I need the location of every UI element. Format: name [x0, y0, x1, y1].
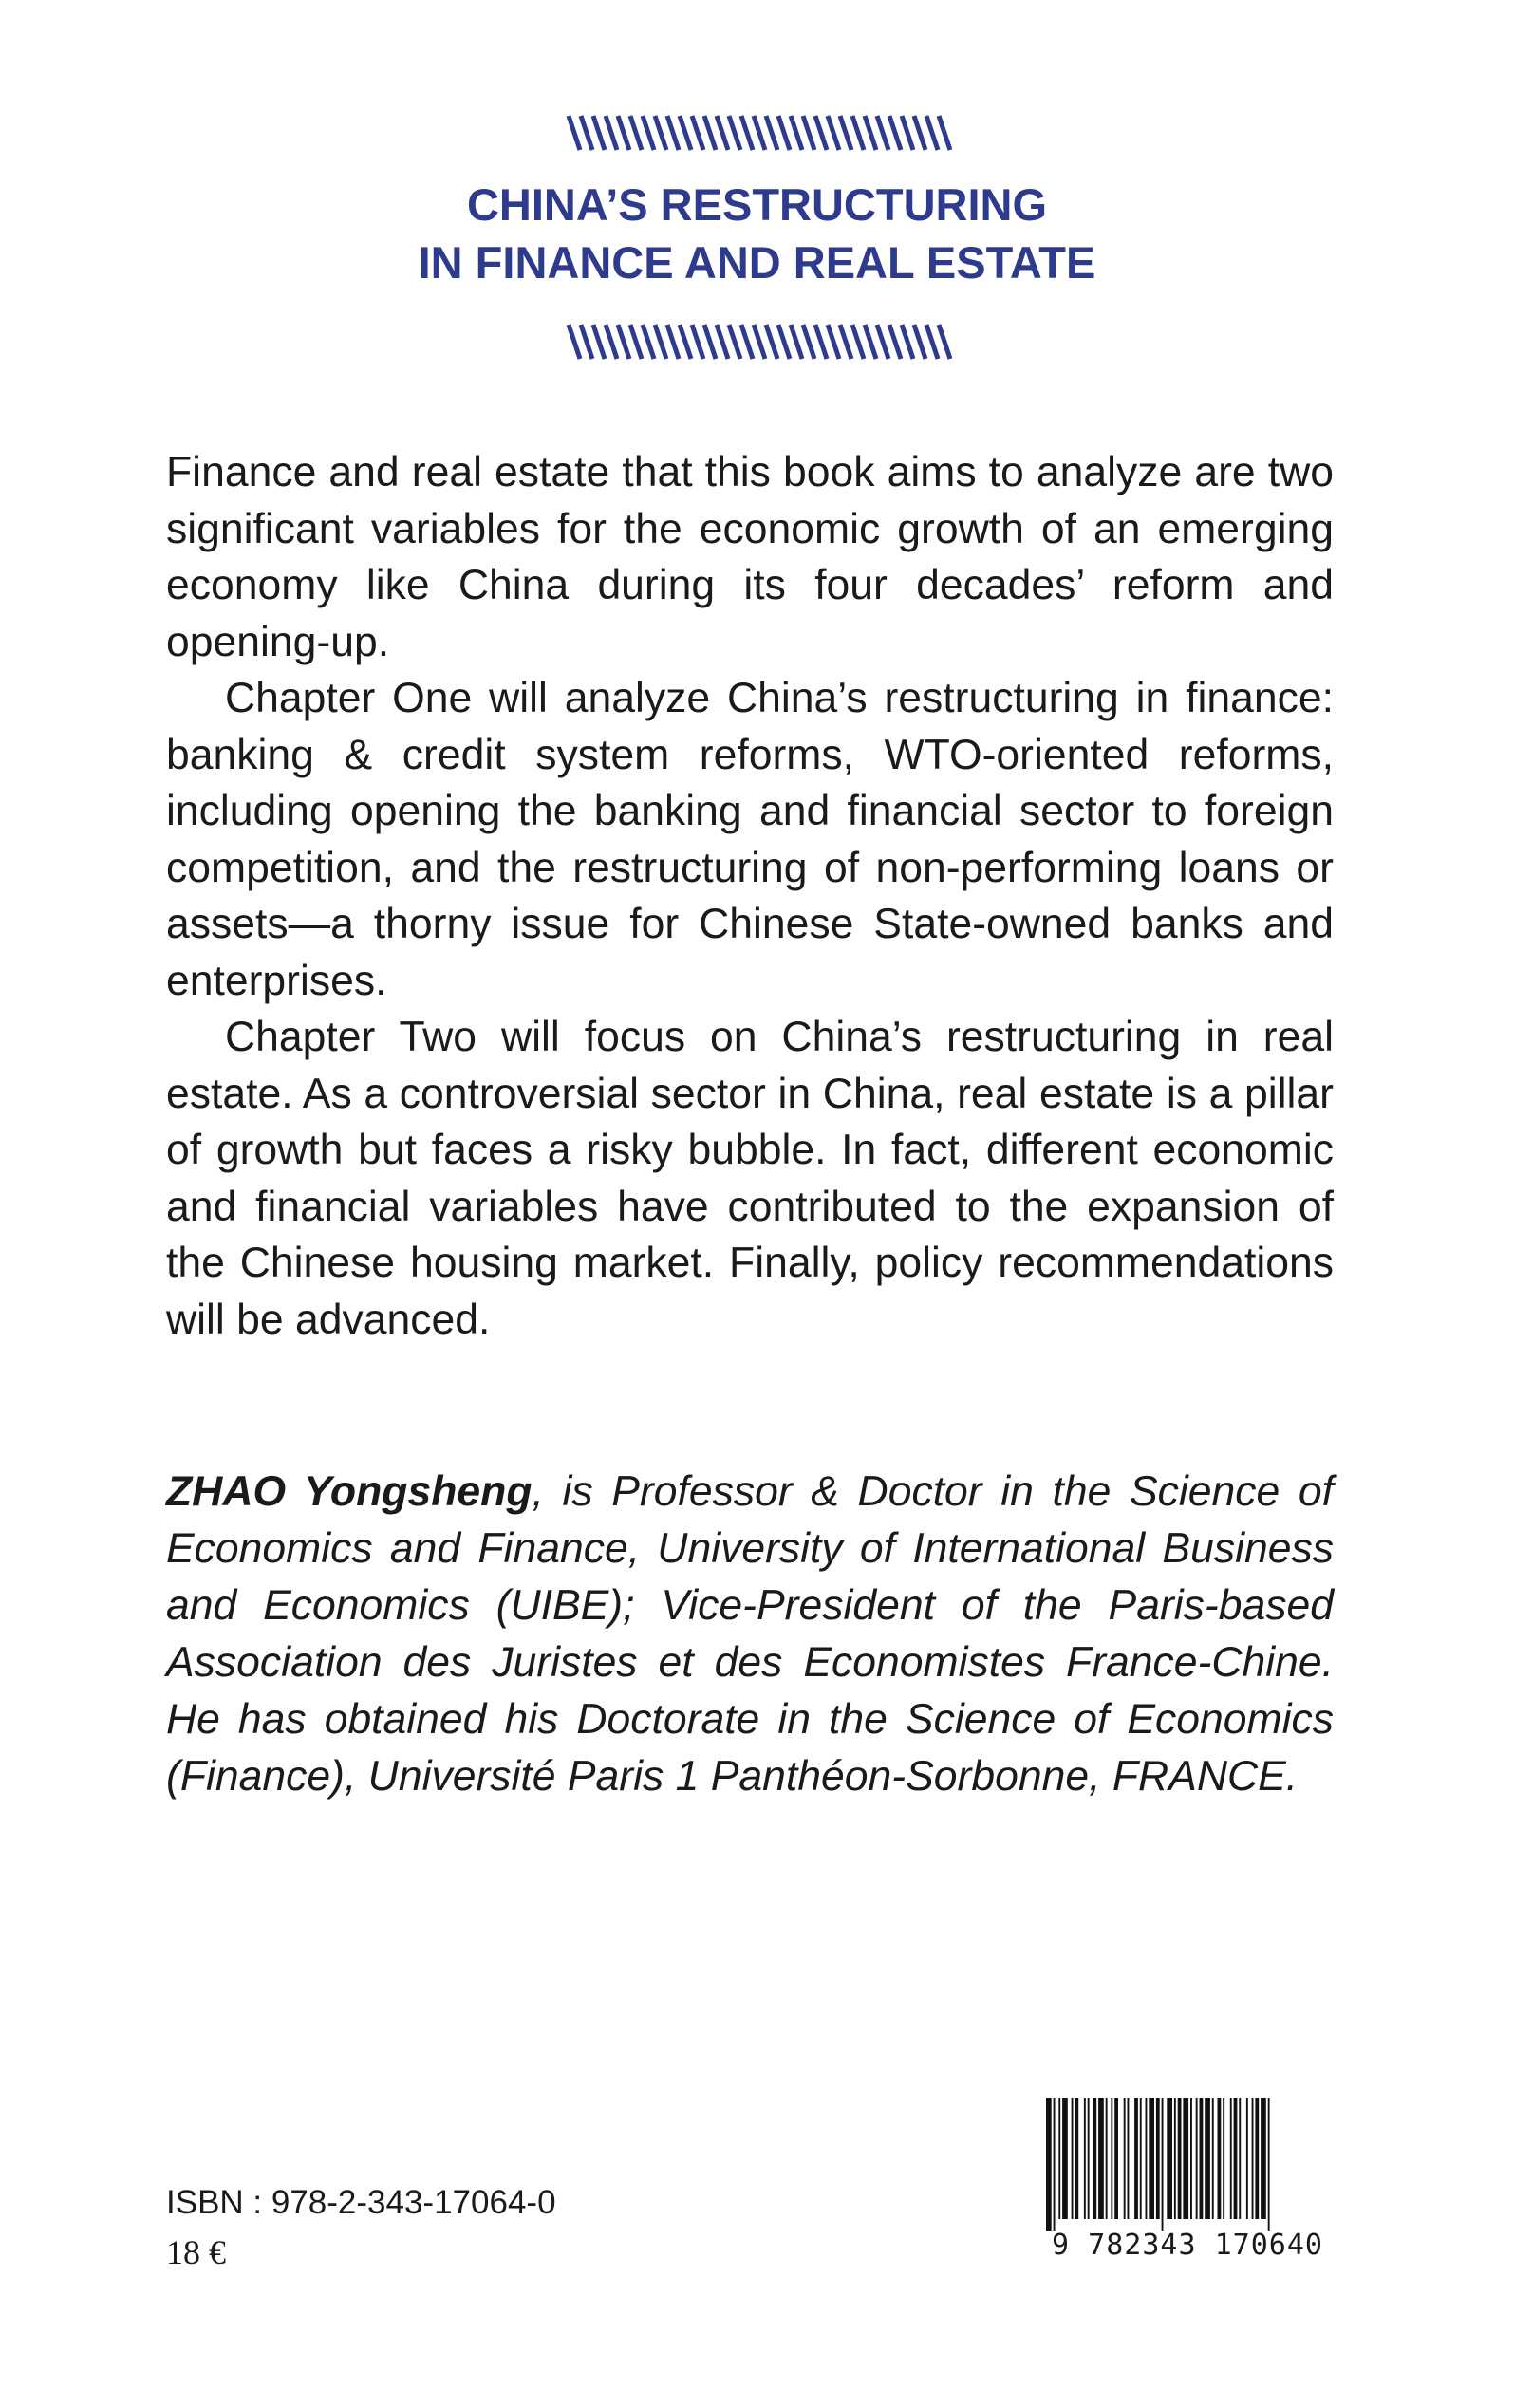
barcode: [1042, 2098, 1333, 2264]
hatch-stroke: [606, 325, 617, 359]
hatch-stroke: [729, 325, 740, 359]
hatch-stroke: [852, 116, 864, 150]
hatch-stroke: [630, 116, 642, 150]
hatch-stroke: [754, 116, 765, 150]
hatch-stroke: [766, 116, 777, 150]
summary-paragraph-1: Finance and real estate that this book aims to analyze are two significant variables for the economic growth of an emerging economy like China during its four decades’ reform and opening-up.: [166, 449, 1334, 665]
barcode-bar: [1200, 2098, 1204, 2219]
hatch-stroke: [778, 325, 790, 359]
hatch-stroke: [692, 116, 703, 150]
hatch-stroke: [791, 116, 802, 150]
hatch-stroke: [754, 325, 765, 359]
hatch-stroke: [569, 116, 580, 150]
hatch-stroke: [667, 325, 679, 359]
hatch-stroke: [902, 325, 913, 359]
hatch-stroke: [803, 325, 814, 359]
barcode-bar: [1234, 2098, 1238, 2219]
barcode-bar: [1205, 2098, 1210, 2219]
hatch-stroke: [692, 325, 703, 359]
hatch-stroke: [828, 325, 839, 359]
book-title: [0, 176, 1514, 291]
hatch-stroke: [741, 325, 753, 359]
hatch-stroke: [618, 116, 629, 150]
hatch-stroke: [791, 325, 802, 359]
summary-paragraph-2: Chapter One will analyze China’s restructuring in finance: banking & credit system reforms, WTO-oriented reforms, including opening the banking and financial sector to foreign competition, and the restructuring of non-performing loans or assets—a thorny issue for Chinese State-owned banks and enterprises.: [166, 675, 1334, 1004]
hatch-stroke: [704, 325, 716, 359]
hatch-stroke: [569, 325, 580, 359]
barcode-bar: [1178, 2098, 1182, 2219]
barcode-bar: [1196, 2098, 1198, 2219]
barcode-bar: [1167, 2098, 1172, 2219]
author-bio: [166, 1464, 1334, 1805]
title-line-1: CHINA’S RESTRUCTURING: [466, 179, 1048, 230]
hatch-stroke: [865, 325, 876, 359]
book-summary: [166, 444, 1334, 1348]
barcode-bar: [1114, 2098, 1118, 2219]
hatch-stroke: [877, 116, 888, 150]
title-line-2: IN FINANCE AND REAL ESTATE: [418, 237, 1096, 288]
hatch-stroke: [828, 116, 839, 150]
hatch-stroke: [778, 116, 790, 150]
hatch-stroke: [667, 116, 679, 150]
barcode-bar: [1134, 2098, 1138, 2219]
hatch-stroke: [618, 325, 629, 359]
barcode-bar: [1252, 2098, 1254, 2219]
hatch-stroke: [840, 116, 851, 150]
hatch-stroke: [655, 325, 666, 359]
barcode-bar: [1246, 2098, 1248, 2219]
isbn-label: ISBN : 978-2-343-17064-0: [166, 2184, 556, 2221]
hatch-stroke: [704, 116, 716, 150]
hatch-stroke: [889, 116, 901, 150]
barcode-bar: [1156, 2098, 1160, 2219]
barcode-digits: 9 782343 170640: [1052, 2229, 1323, 2262]
hatch-stroke: [717, 325, 728, 359]
barcode-bar: [1218, 2098, 1222, 2219]
barcode-bar: [1255, 2098, 1259, 2219]
hatch-stroke: [926, 116, 938, 150]
barcode-bar: [1162, 2098, 1164, 2231]
hatch-stroke: [655, 116, 666, 150]
hatch-stroke: [926, 325, 938, 359]
hatch-stroke: [766, 325, 777, 359]
hatch-stroke: [741, 116, 753, 150]
barcode-bar: [1075, 2098, 1078, 2219]
hatch-ornament-top-icon: [563, 112, 952, 154]
hatch-stroke: [865, 116, 876, 150]
hatch-stroke: [729, 116, 740, 150]
hatch-stroke: [593, 116, 605, 150]
hatch-stroke: [680, 116, 691, 150]
hatch-stroke: [914, 325, 925, 359]
hatch-ornament-bottom-icon: [563, 321, 952, 363]
hatch-stroke: [606, 116, 617, 150]
hatch-stroke: [902, 116, 913, 150]
hatch-stroke: [717, 116, 728, 150]
hatch-stroke: [630, 325, 642, 359]
barcode-bar: [1072, 2098, 1074, 2219]
barcode-bar: [1058, 2098, 1060, 2219]
barcode-bar: [1223, 2098, 1224, 2219]
barcode-bar: [1268, 2098, 1270, 2231]
barcode-bar: [1149, 2098, 1154, 2219]
hatch-stroke: [914, 116, 925, 150]
barcode-bar: [1093, 2098, 1096, 2219]
hatch-stroke: [815, 325, 827, 359]
barcode-bar: [1128, 2098, 1130, 2219]
barcode-bar: [1239, 2098, 1241, 2219]
barcode-bar: [1140, 2098, 1142, 2219]
hatch-stroke: [803, 116, 814, 150]
hatch-stroke: [581, 325, 592, 359]
barcode-bar: [1261, 2098, 1266, 2219]
barcode-bar: [1111, 2098, 1112, 2219]
hatch-stroke: [643, 325, 654, 359]
hatch-stroke: [815, 116, 827, 150]
hatch-stroke: [581, 116, 592, 150]
hatch-stroke: [852, 325, 864, 359]
hatch-stroke: [877, 325, 888, 359]
hatch-stroke: [680, 325, 691, 359]
barcode-bar: [1054, 2098, 1056, 2231]
barcode-bar: [1046, 2098, 1052, 2231]
barcode-bar: [1106, 2098, 1108, 2219]
barcode-bar: [1212, 2098, 1214, 2219]
hatch-stroke: [939, 116, 950, 150]
author-name: ZHAO Yongsheng: [166, 1468, 533, 1515]
barcode-bar: [1146, 2098, 1148, 2219]
hatch-stroke: [643, 116, 654, 150]
hatch-stroke: [840, 325, 851, 359]
hatch-stroke: [593, 325, 605, 359]
summary-paragraph-3: Chapter Two will focus on China’s restructuring in real estate. As a controversial sector in China, real estate is a pillar of growth but faces a risky bubble. In fact, different economic and financial variables have contributed to the expansion of the Chinese housing market. Finally, policy recommendations will be advanced.: [166, 1014, 1334, 1343]
barcode-bar: [1084, 2098, 1086, 2219]
barcode-bar: [1190, 2098, 1192, 2219]
barcode-bar: [1230, 2098, 1232, 2219]
barcode-bar: [1174, 2098, 1176, 2219]
barcode-bar: [1062, 2098, 1068, 2219]
hatch-stroke: [889, 325, 901, 359]
barcode-bar: [1183, 2098, 1188, 2219]
hatch-stroke: [939, 325, 950, 359]
author-bio-text: , is Professor & Doctor in the Science of Economics and Finance, University of International Business and Economics (UIBE); Vice-President of the Paris-based Association des Juristes et des Economistes France-Chine. He has obtained his Doctorate in the Science of Economics (Finance), Université Paris 1 Panthéon-Sorbonne, FRANCE.: [166, 1468, 1334, 1800]
barcode-icon: [1042, 2098, 1333, 2231]
barcode-bar: [1088, 2098, 1090, 2219]
barcode-bar: [1124, 2098, 1126, 2219]
price-label: 18 €: [166, 2233, 226, 2271]
barcode-bar: [1098, 2098, 1104, 2219]
